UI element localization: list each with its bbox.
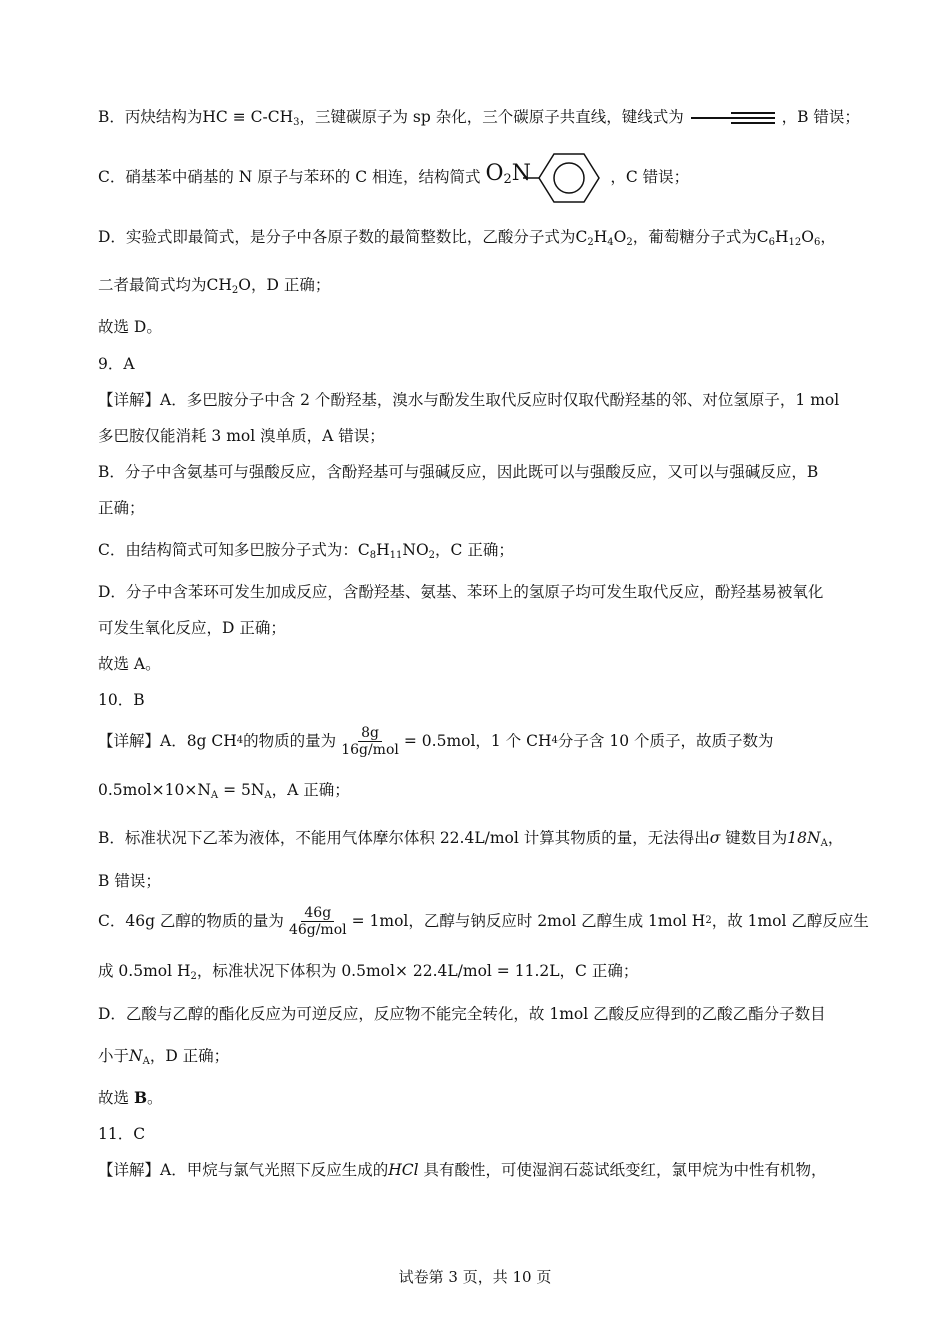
q10-option-c-line2 — [98, 960, 870, 982]
nitrobenzene-structure — [485, 161, 605, 189]
benzene-ring-icon — [523, 151, 611, 205]
text: ，D 正确； — [149, 1047, 230, 1065]
text: ，葡萄糖分子式为 — [632, 228, 757, 246]
text: 【详解】A．8g CH — [98, 732, 237, 750]
text: D．实验式即最简式，是分子中各原子数的最简整数比，乙酸分子式为 — [98, 228, 576, 246]
answer-select-2: 故选 A。 — [98, 655, 161, 673]
q10-detail-a-line1: 【详解】A．8g CH 4 的物质的量为 $\frac{8g}{\text{16g/mol}}$ = 0.5mol，1 个 CH 4 分子含 10 个质子，故质子数为 — [98, 724, 774, 758]
text: ， — [820, 228, 836, 246]
option-d-line1 — [98, 226, 870, 248]
subscript: A — [820, 838, 828, 849]
text: 小于 — [98, 1047, 130, 1065]
answer-select-1: 故选 D。 — [98, 318, 162, 336]
denominator: 46g/mol — [288, 921, 347, 938]
q11-detail-a-line1 — [98, 1159, 870, 1181]
q9-option-b-line1: B．分子中含氨基可与强酸反应，含酚羟基可与强碱反应，因此既可以与强酸反应，又可以与强碱反应，B — [98, 463, 819, 481]
fraction — [286, 905, 350, 938]
q10-option-b-line1 — [98, 827, 870, 849]
text: ，A 正确； — [271, 781, 350, 799]
question-9-answer: 9．A — [98, 355, 135, 373]
denominator: 16g/mol — [341, 741, 399, 758]
subscript: 12 — [788, 237, 802, 248]
q9-option-b-line2: 正确； — [98, 499, 145, 517]
q9-option-d-line1: D．分子中含苯环可发生加成反应，含酚羟基、氨基、苯环上的氢原子均可发生取代反应，酚羟基易被氧化 — [98, 583, 824, 601]
fraction — [338, 725, 402, 758]
text: C．46g 乙醇的物质的量为 — [98, 912, 284, 930]
formula: H — [774, 228, 789, 246]
q10-option-c-line1: C．46g 乙醇的物质的量为 $\frac{46g}{\text{46g/mol}}$ = 1mol，乙醇与钠反应时 2mol 乙醇生成 1mol H 2 ，故 1mol 乙醇反应生 — [98, 904, 869, 938]
subscript: 2 — [428, 550, 436, 561]
text: = 5N — [218, 781, 265, 799]
text: ，三键碳原子为 sp 杂化，三个碳原子共直线，键线式为 — [299, 108, 684, 126]
text: ，B 错误； — [781, 108, 860, 126]
text: 二者最简式均为 — [98, 276, 207, 294]
text: 【详解】A．甲烷与氯气光照下反应生成的 — [98, 1161, 389, 1179]
formula: H — [376, 541, 390, 559]
triple-bond-skeletal-formula — [689, 109, 777, 127]
formula: H — [593, 228, 608, 246]
q10-option-b-line2: B 错误； — [98, 872, 161, 890]
numerator: 46g — [301, 905, 334, 922]
sigma-symbol: σ — [709, 829, 721, 847]
text: ， — [827, 829, 844, 847]
text: ，C 错误； — [610, 168, 690, 186]
text: 具有酸性，可使湿润石蕊试纸变红，氯甲烷为中性有机物， — [418, 1161, 827, 1179]
text: = 0.5mol，1 个 CH — [403, 732, 552, 750]
text: = 1mol，乙醇与钠反应时 2mol 乙醇生成 1mol H — [351, 912, 706, 930]
question-11-answer: 11．C — [98, 1125, 146, 1143]
text: 的物质的量为 — [243, 732, 337, 750]
text: ，故 1mol 乙醇反应生 — [711, 912, 869, 930]
formula: HC ≡ C-CH — [202, 108, 294, 126]
formula: O — [613, 228, 627, 246]
text: B．丙炔结构为 — [98, 108, 203, 126]
oxygen: O — [485, 161, 504, 186]
subscript: 2 — [231, 285, 239, 296]
text: ，标准状况下体积为 0.5mol× 22.4L/mol = 11.2L，C 正确； — [196, 962, 639, 980]
q10-option-d-line1: D．乙酸与乙醇的酯化反应为可逆反应，反应物不能完全转化，故 1mol 乙酸反应得到的乙酸乙酯分子数目 — [98, 1005, 826, 1023]
option-b-propyne — [98, 106, 870, 128]
text: 键数目为 — [720, 829, 788, 847]
subscript: 3 — [293, 117, 300, 128]
subscript: 4 — [607, 237, 614, 248]
subscript: 2 — [626, 237, 633, 248]
formula: HCl — [388, 1161, 419, 1179]
page-footer: 试卷第 3 页，共 10 页 — [398, 1268, 552, 1286]
q10-detail-a-line2 — [98, 779, 870, 801]
option-d-line2 — [98, 274, 870, 296]
q9-option-d-line2: 可发生氧化反应，D 正确； — [98, 619, 286, 637]
q9-detail-a-line2: 多巴胺仅能消耗 3 mol 溴单质，A 错误； — [98, 427, 385, 445]
answer-select-3 — [98, 1087, 870, 1109]
formula: O — [238, 276, 251, 294]
q9-detail-a-line1: 【详解】A．多巴胺分子中含 2 个酚羟基，溴水与酚发生取代反应时仅取代酚羟基的邻、对位氢原子，1 mol — [98, 391, 840, 409]
formula: N — [129, 1047, 143, 1065]
formula: 18N — [787, 829, 821, 847]
text: B．标准状况下乙苯为液体，不能用气体摩尔体积 22.4L/mol 计算其物质的量，无法得出 — [98, 829, 710, 847]
formula: O — [801, 228, 814, 246]
question-10-answer: 10．B — [98, 691, 145, 709]
option-c-nitrobenzene — [98, 161, 870, 189]
subscript: 6 — [768, 237, 775, 248]
numerator: 8g — [358, 725, 382, 742]
subscript: 2 — [587, 237, 594, 248]
text: C．硝基苯中硝基的 N 原子与苯环的 C 相连，结构简式 — [98, 168, 481, 186]
formula: C — [357, 541, 370, 559]
subscript: 2 — [190, 971, 197, 982]
q10-option-d-line2 — [98, 1045, 870, 1067]
nitrogen: N — [511, 161, 532, 186]
subscript: A — [210, 790, 219, 801]
subscript: 11 — [389, 550, 403, 561]
text: 故选 — [98, 1089, 134, 1107]
text: 0.5mol×10×N — [98, 781, 211, 799]
text: 。 — [147, 1089, 163, 1107]
subscript: 2 — [503, 172, 512, 187]
q9-option-c — [98, 539, 870, 561]
formula: CH — [206, 276, 232, 294]
text: ，D 正确； — [251, 276, 331, 294]
text: 分子含 10 个质子，故质子数为 — [557, 732, 774, 750]
subscript: 8 — [369, 550, 377, 561]
text: 成 0.5mol H — [98, 962, 191, 980]
text: ，C 正确； — [435, 541, 514, 559]
formula: C — [756, 228, 769, 246]
subscript: A — [142, 1056, 150, 1067]
formula: C — [575, 228, 588, 246]
text: C．由结构简式可知多巴胺分子式为： — [98, 541, 358, 559]
formula: NO — [402, 541, 429, 559]
subscript: A — [264, 790, 272, 801]
answer-letter: B — [133, 1088, 148, 1107]
subscript: 6 — [813, 237, 821, 248]
